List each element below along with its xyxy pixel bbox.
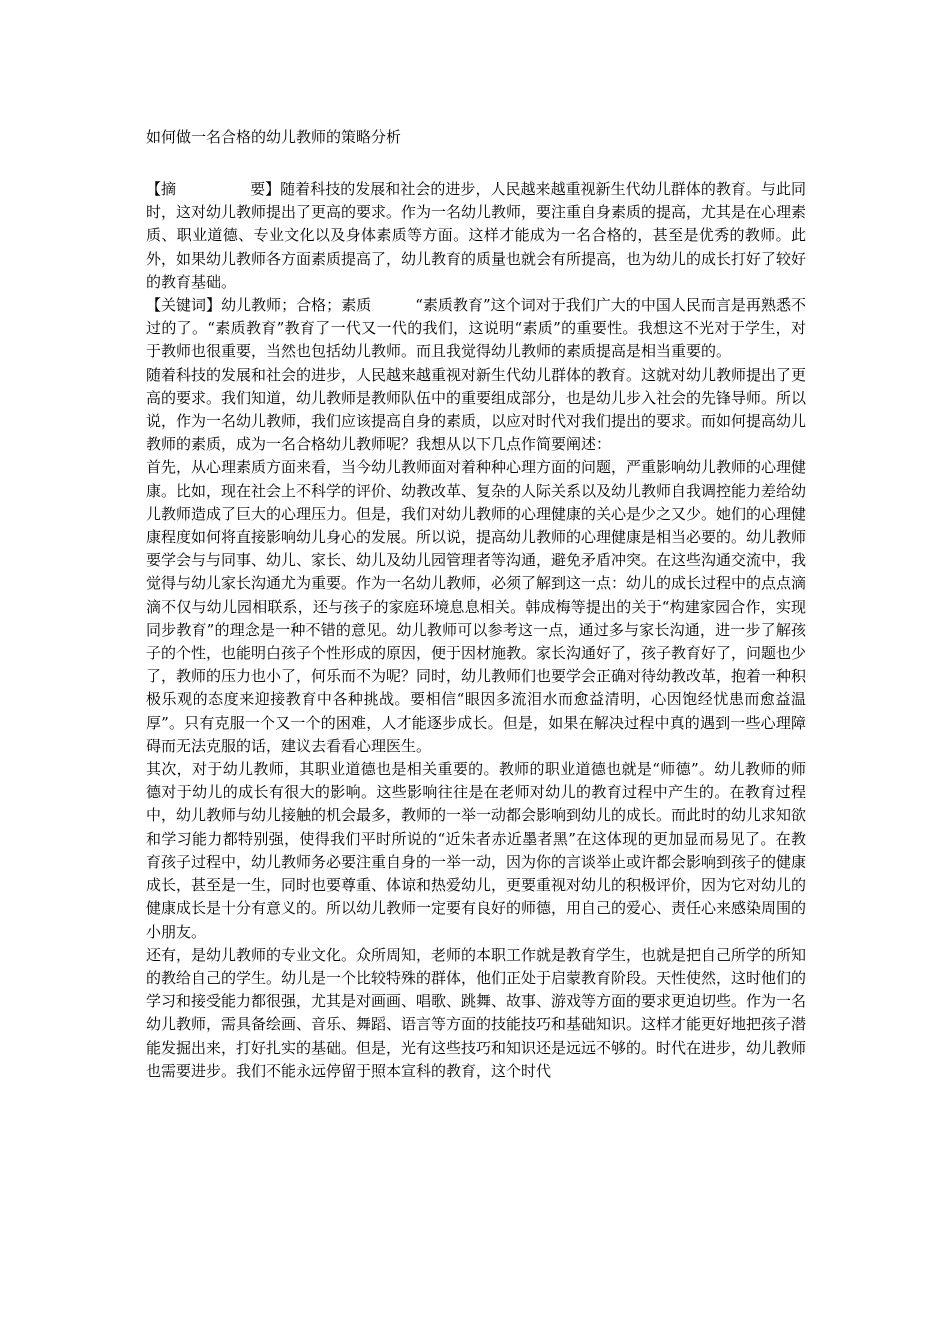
abstract-label-end: 要】 — [250, 180, 281, 198]
abstract-paragraph — [146, 178, 806, 294]
keywords-label: 【关键词】 — [146, 296, 222, 315]
abstract-text: 随着科技的发展和社会的进步，人民越来越重视新生代幼儿群体的教育。与此同时，这对幼儿教师提出了更高的要求。作为一名幼儿教师，要注重自身素质的提高，尤其是在心理素质、职业道德、专业文化以及身体素质等方面。这样才能成为一名合格的，甚至是优秀的教师。此外，如果幼儿教师各方面素质提高了，幼儿教育的质量也就会有所提高，也为幼儿的成长打好了较好的教育基础。 — [146, 180, 807, 291]
keywords-paragraph — [146, 294, 806, 364]
document-title: 如何做一名合格的幼儿教师的策略分析 — [146, 128, 402, 146]
body-paragraph-2: 首先，从心理素质方面来看，当今幼儿教师面对着种种心理方面的问题，严重影响幼儿教师的心理健康。比如，现在社会上不科学的评价、幼教改革、复杂的人际关系以及幼儿教师自我调控能力差给幼儿教师造成了巨大的心理压力。但是，我们对幼儿教师的心理健康的关心是少之又少。她们的心理健康程度如何将直接影响幼儿身心的发展。所以说，提高幼儿教师的心理健康是相当必要的。幼儿教师要学会与与同事、幼儿、家长、幼儿及幼儿园管理者等沟通，避免矛盾冲突。在这些沟通交流中，我觉得与幼儿家长沟通尤为重要。作为一名幼儿教师，必须了解到这一点：幼儿的成长过程中的点点滴滴不仅与幼儿园相联系，还与孩子的家庭环境息息相关。韩成梅等提出的关于“构建家园合作，实现同步教育”的理念是一种不错的意见。幼儿教师可以参考这一点，通过多与家长沟通，进一步了解孩子的个性，也能明白孩子个性形成的原因，便于因材施教。家长沟通好了，孩子教育好了，问题也少了，教师的压力也小了，何乐而不为呢？同时，幼儿教师们也要学会正确对待幼教改革，抱着一种积极乐观的态度来迎接教育中各种挑战。要相信“眼因多流泪水而愈益清明，心因饱经忧患而愈益温厚”。只有克服一个又一个的困难，人才能逐步成长。但是，如果在解决过程中真的遇到一些心理障碍而无法克服的话，建议去看看心理医生。 — [146, 458, 807, 755]
body-paragraph-1: 随着科技的发展和社会的进步，人民越来越重视对新生代幼儿群体的教育。这就对幼儿教师提出了更高的要求。我们知道，幼儿教师是教师队伍中的重要组成部分，也是幼儿步入社会的先锋导师。所以说，作为一名幼儿教师，我们应该提高自身的素质，以应对时代对我们提出的要求。而如何提高幼儿教师的素质，成为一名合格幼儿教师呢？我想从以下几点作简要阐述： — [146, 365, 807, 454]
intro-text: “素质教育”这个词对于我们广大的中国人民而言是再熟悉不过的了。“素质教育”教育了一代又一代的我们，这说明“素质”的重要性。我想这不光对于学生，对于教师也很重要，当然也包括幼儿教师。而且我觉得幼儿教师的素质提高是相当重要的。 — [146, 296, 806, 361]
abstract-label-start: 【摘 — [146, 180, 177, 198]
body-paragraph-4: 还有，是幼儿教师的专业文化。众所周知，老师的本职工作就是教育学生，也就是把自己所学的所知的教给自己的学生。幼儿是一个比较特殊的群体，他们正处于启蒙教育阶段。天性使然，这时他们的学习和接受能力都很强，尤其是对画画、唱歌、跳舞、故事、游戏等方面的要求更迫切些。作为一名幼儿教师，需具备绘画、音乐、舞蹈、语言等方面的技能技巧和基础知识。这样才能更好地把孩子潜能发掘出来，打好扎实的基础。但是，光有这些技巧和知识还是远远不够的。时代在进步，幼儿教师也需要进步。我们不能永远停留于照本宣科的教育，这个时代 — [146, 945, 807, 1080]
keywords-text: 幼儿教师；合格；素质 — [221, 296, 372, 315]
document-body — [146, 178, 806, 1083]
body-paragraph-3: 其次，对于幼儿教师，其职业道德也是相关重要的。教师的职业道德也就是“师德”。幼儿教师的师德对于幼儿的成长有很大的影响。这些影响往往是在老师对幼儿的教育过程中产生的。在教育过程中，幼儿教师与幼儿接触的机会最多，教师的一举一动都会影响到幼儿的成长。而此时的幼儿求知欲和学习能力都特别强，使得我们平时所说的“近朱者赤近墨者黑”在这体现的更加显而易见了。在教育孩子过程中，幼儿教师务必要注重自身的一举一动，因为你的言谈举止或许都会影响到孩子的健康成长，甚至是一生，同时也要尊重、体谅和热爱幼儿，更要重视对幼儿的积极评价，因为它对幼儿的健康成长是十分有意义的。所以幼儿教师一定要有良好的师德，用自己的爱心、责任心来感染周围的小朋友。 — [146, 760, 807, 941]
